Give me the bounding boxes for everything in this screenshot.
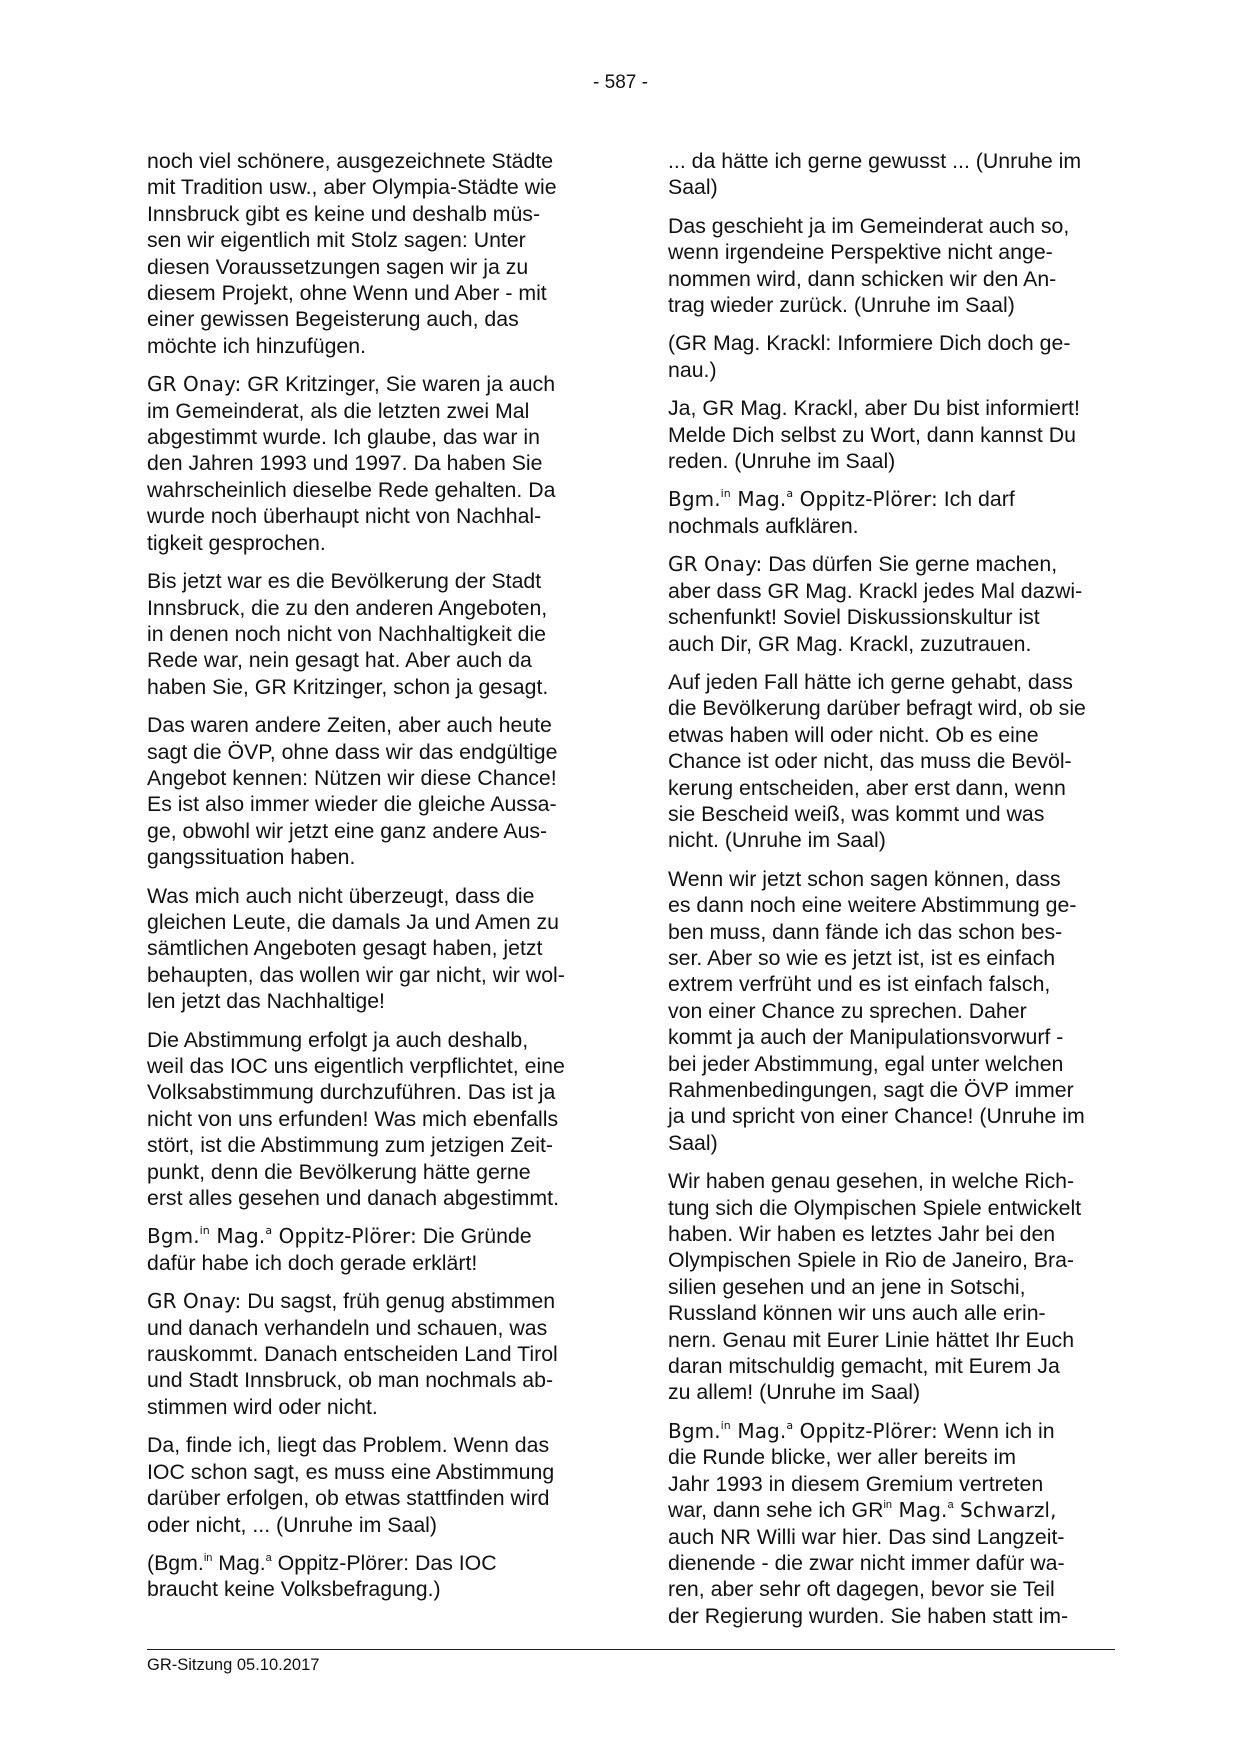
text-line: in denen noch nicht von Nachhaltigkeit die: [147, 621, 546, 646]
text-line: bei jeder Abstimmung, egal unter welchen: [668, 1051, 1064, 1076]
text-line: gangssituation haben.: [147, 845, 356, 870]
text-line: nommen wird, dann schicken wir den An-: [668, 266, 1057, 291]
paragraph: [668, 330, 1116, 383]
text-line: Innsbruck, die zu den anderen Angeboten,: [147, 595, 548, 620]
speaker-label: Bgm.$^{in}$ Mag.$^a$ Oppitz-Plörer:: [668, 1418, 938, 1443]
paragraph: [668, 866, 1116, 1156]
text-line: sie Bescheid weiß, was kommt und was: [668, 801, 1045, 826]
text-line: reden. (Unruhe im Saal): [668, 449, 896, 474]
text-line: Das waren andere Zeiten, aber auch heute: [147, 713, 552, 738]
text-line: Saal): [668, 175, 718, 200]
text-line: Du sagst, früh genug abstimmen: [241, 1289, 556, 1314]
text-line: wurde noch überhaupt nicht von Nachhal-: [147, 504, 542, 529]
text-line: Rede war, nein gesagt hat. Aber auch da: [147, 648, 532, 673]
text-line: einer gewissen Begeisterung auch, das: [147, 307, 519, 332]
paragraph: [147, 712, 595, 870]
text-line: Jahr 1993 in diesem Gremium vertreten: [668, 1471, 1044, 1496]
text-line: haben. Wir haben es letztes Jahr bei den: [668, 1222, 1056, 1247]
text-line: nochmals aufklären.: [668, 513, 859, 538]
text-line: Auf jeden Fall hätte ich gerne gehabt, dass: [668, 669, 1073, 694]
text-line: war, dann sehe ich $GR^{in}$ Mag.$^a$ Schwarzl,: [668, 1498, 1057, 1523]
text-line: Das dürfen Sie gerne machen,: [762, 552, 1058, 577]
text-line: etwas haben will oder nicht. Ob es eine: [668, 722, 1039, 747]
text-line: kommt ja auch der Manipulationsvorwurf -: [668, 1025, 1064, 1050]
text-line: es dann noch eine weitere Abstimmung ge-: [668, 893, 1077, 918]
right-column: [668, 148, 1116, 1641]
text-line: Ich darf: [937, 487, 1015, 512]
text-line: diesem Projekt, ohne Wenn und Aber - mit: [147, 281, 547, 306]
text-line: die Runde blicke, wer aller bereits im: [668, 1445, 1016, 1470]
text-line: Olympischen Spiele in Rio de Janeiro, Bra-: [668, 1248, 1075, 1273]
text-line: Wenn wir jetzt schon sagen können, dass: [668, 866, 1061, 891]
text-line: oder nicht, ... (Unruhe im Saal): [147, 1512, 437, 1537]
text-line: zu allem! (Unruhe im Saal): [668, 1380, 921, 1405]
paragraph: (Bgm.$^{in}$ Mag.$^a$ Oppitz-Plörer: Das IOC braucht keine Volksbefragung.): [147, 1550, 595, 1603]
text-line: dienende - die zwar nicht immer dafür wa-: [668, 1550, 1065, 1575]
text-line: diesen Voraussetzungen sagen wir ja zu: [147, 254, 529, 279]
text-line: Chance ist oder nicht, das muss die Bevöl-: [668, 749, 1072, 774]
text-line: sämtlichen Angeboten gesagt haben, jetzt: [147, 936, 543, 961]
text-line: erst alles gesehen und danach abgestimmt.: [147, 1186, 559, 1211]
text-line: abgestimmt wurde. Ich glaube, das war in: [147, 425, 541, 450]
text-line: Volksabstimmung durchzuführen. Das ist ja: [147, 1080, 556, 1105]
paragraph: [147, 371, 595, 556]
text-line: GR Kritzinger, Sie waren ja auch: [241, 372, 556, 397]
text-line: gleichen Leute, die damals Ja und Amen zu: [147, 909, 560, 934]
text-line: von einer Chance zu sprechen. Daher: [668, 998, 1027, 1023]
paragraph: [147, 1027, 595, 1212]
text-line: punkt, denn die Bevölkerung hätte gerne: [147, 1159, 531, 1184]
text-line: Melde Dich selbst zu Wort, dann kannst Du: [668, 422, 1076, 447]
paragraph: [668, 669, 1116, 854]
text-line: len jetzt das Nachhaltige!: [147, 989, 385, 1014]
text-line: schenfunkt! Soviel Diskussionskultur ist: [668, 605, 1040, 630]
text-line: und Stadt Innsbruck, ob man nochmals ab-: [147, 1368, 554, 1393]
text-line: silien gesehen und an jene in Sotschi,: [668, 1274, 1026, 1299]
speaker-label: Bgm.$^{in}$ Mag.$^a$ Oppitz-Plörer:: [668, 487, 938, 512]
text-line: ser. Aber so wie es jetzt ist, ist es einfach: [668, 945, 1056, 970]
footer-text: GR-Sitzung 05.10.2017: [147, 1656, 320, 1674]
text-line: nicht. (Unruhe im Saal): [668, 828, 886, 853]
text-line: (GR Mag. Krackl: Informiere Dich doch ge-: [668, 331, 1071, 356]
text-line: ja und spricht von einer Chance! (Unruhe im: [668, 1104, 1085, 1129]
paragraph: [147, 568, 595, 700]
text-line: ren, aber sehr oft dagegen, bevor sie Teil: [668, 1577, 1055, 1602]
text-line: wenn irgendeine Perspektive nicht ange-: [668, 240, 1053, 265]
text-line: stimmen wird oder nicht.: [147, 1394, 378, 1419]
text-line: Wenn ich in: [937, 1418, 1055, 1443]
text-line: ... da hätte ich gerne gewusst ... (Unruhe im: [668, 149, 1082, 173]
text-line: mit Tradition usw., aber Olympia-Städte wie: [147, 175, 557, 200]
text-line: die Bevölkerung darüber befragt wird, ob sie: [668, 696, 1086, 721]
text-line: wahrscheinlich dieselbe Rede gehalten. Da: [147, 477, 556, 502]
text-line: haben Sie, GR Kritzinger, schon ja gesagt.: [147, 674, 549, 699]
text-line: aber dass GR Mag. Krackl jedes Mal dazwi-: [668, 578, 1083, 603]
text-line: Angebot kennen: Nützen wir diese Chance!: [147, 765, 557, 790]
paragraph: [668, 213, 1116, 319]
text-line: und danach verhandeln und schauen, was: [147, 1315, 548, 1340]
text-line: behaupten, das wollen wir gar nicht, wir wol-: [147, 962, 565, 987]
speaker-label: GR Onay:: [147, 372, 242, 397]
paragraph: [147, 1288, 595, 1420]
text-line: sagt die ÖVP, ohne dass wir das endgültige: [147, 739, 558, 764]
text-line: daran mitschuldig gemacht, mit Eurem Ja: [668, 1354, 1060, 1379]
text-line: Saal): [668, 1130, 718, 1155]
text-line: nicht von uns erfunden! Was mich ebenfalls: [147, 1106, 559, 1131]
speaker-label: GR Onay:: [668, 552, 763, 577]
paragraph: [668, 486, 1116, 539]
paragraph: [147, 883, 595, 1015]
text-line: Bis jetzt war es die Bevölkerung der Stadt: [147, 569, 542, 594]
text-line: Die Abstimmung erfolgt ja auch deshalb,: [147, 1027, 529, 1052]
paragraph: [147, 1223, 595, 1276]
text-line: dafür habe ich doch gerade erklärt!: [147, 1250, 478, 1275]
text-line: trag wieder zurück. (Unruhe im Saal): [668, 293, 1015, 318]
text-line: auch Dir, GR Mag. Krackl, zuzutrauen.: [668, 631, 1032, 656]
text-line: kerung entscheiden, aber erst dann, wenn: [668, 775, 1066, 800]
text-line: Wir haben genau gesehen, in welche Rich-: [668, 1169, 1075, 1194]
text-line: noch viel schönere, ausgezeichnete Städte: [147, 149, 554, 173]
footer-divider: [147, 1649, 1115, 1650]
text-line: auch NR Willi war hier. Das sind Langzeit-: [668, 1524, 1065, 1549]
paragraph: [668, 551, 1116, 657]
text-line: weil das IOC uns eigentlich verpflichtet, eine: [147, 1054, 565, 1078]
text-line: Was mich auch nicht überzeugt, dass die: [147, 883, 535, 908]
text-line: nern. Genau mit Eurer Linie hättet Ihr Euch: [668, 1327, 1075, 1352]
text-line: Es ist also immer wieder die gleiche Aussa-: [147, 792, 557, 817]
text-line: nau.): [668, 357, 717, 382]
text-line: Innsbruck gibt es keine und deshalb müs-: [147, 201, 541, 226]
left-column: [147, 148, 595, 1615]
paragraph: [147, 1432, 595, 1538]
paragraph: [147, 148, 595, 359]
speaker-label: GR Onay:: [147, 1289, 242, 1314]
text-line: darüber erfolgen, ob etwas stattfinden wird: [147, 1486, 550, 1511]
text-line: Ja, GR Mag. Krackl, aber Du bist informiert!: [668, 396, 1080, 421]
text-line: Da, finde ich, liegt das Problem. Wenn das: [147, 1433, 550, 1458]
text-line: der Regierung wurden. Sie haben statt im-: [668, 1603, 1069, 1628]
text-line: Die Gründe: [416, 1224, 532, 1249]
paragraph: [668, 1168, 1116, 1406]
text-line: IOC schon sagt, es muss eine Abstimmung: [147, 1459, 555, 1484]
text-line: tung sich die Olympischen Spiele entwickelt: [668, 1195, 1082, 1220]
text-line: Russland können wir uns auch alle erin-: [668, 1301, 1046, 1326]
text-line: den Jahren 1993 und 1997. Da haben Sie: [147, 451, 543, 476]
text-line: rauskommt. Danach entscheiden Land Tirol: [147, 1342, 558, 1367]
text-line: ben muss, dann fände ich das schon bes-: [668, 919, 1063, 944]
text-line: im Gemeinderat, als die letzten zwei Mal: [147, 398, 530, 423]
text-line: Rahmenbedingungen, sagt die ÖVP immer: [668, 1078, 1074, 1102]
text-line: braucht keine Volksbefragung.): [147, 1577, 441, 1602]
text-line: sen wir eigentlich mit Stolz sagen: Unter: [147, 228, 526, 253]
text-line: tigkeit gesprochen.: [147, 530, 326, 555]
text-line: Das geschieht ja im Gemeinderat auch so,: [668, 213, 1070, 238]
speaker-label: Bgm.$^{in}$ Mag.$^a$ Oppitz-Plörer:: [147, 1224, 417, 1249]
paragraph: [668, 395, 1116, 474]
text-line: extrem verfrüht und es ist einfach falsch,: [668, 972, 1051, 997]
paragraph: [668, 148, 1116, 201]
text-line: möchte ich hinzufügen.: [147, 333, 367, 358]
text-line: stört, ist die Abstimmung zum jetzigen Zeit-: [147, 1133, 553, 1158]
text-line: ge, obwohl wir jetzt eine ganz andere Aus-: [147, 818, 548, 843]
page-number: - 587 -: [593, 72, 648, 93]
paragraph: [668, 1418, 1116, 1629]
